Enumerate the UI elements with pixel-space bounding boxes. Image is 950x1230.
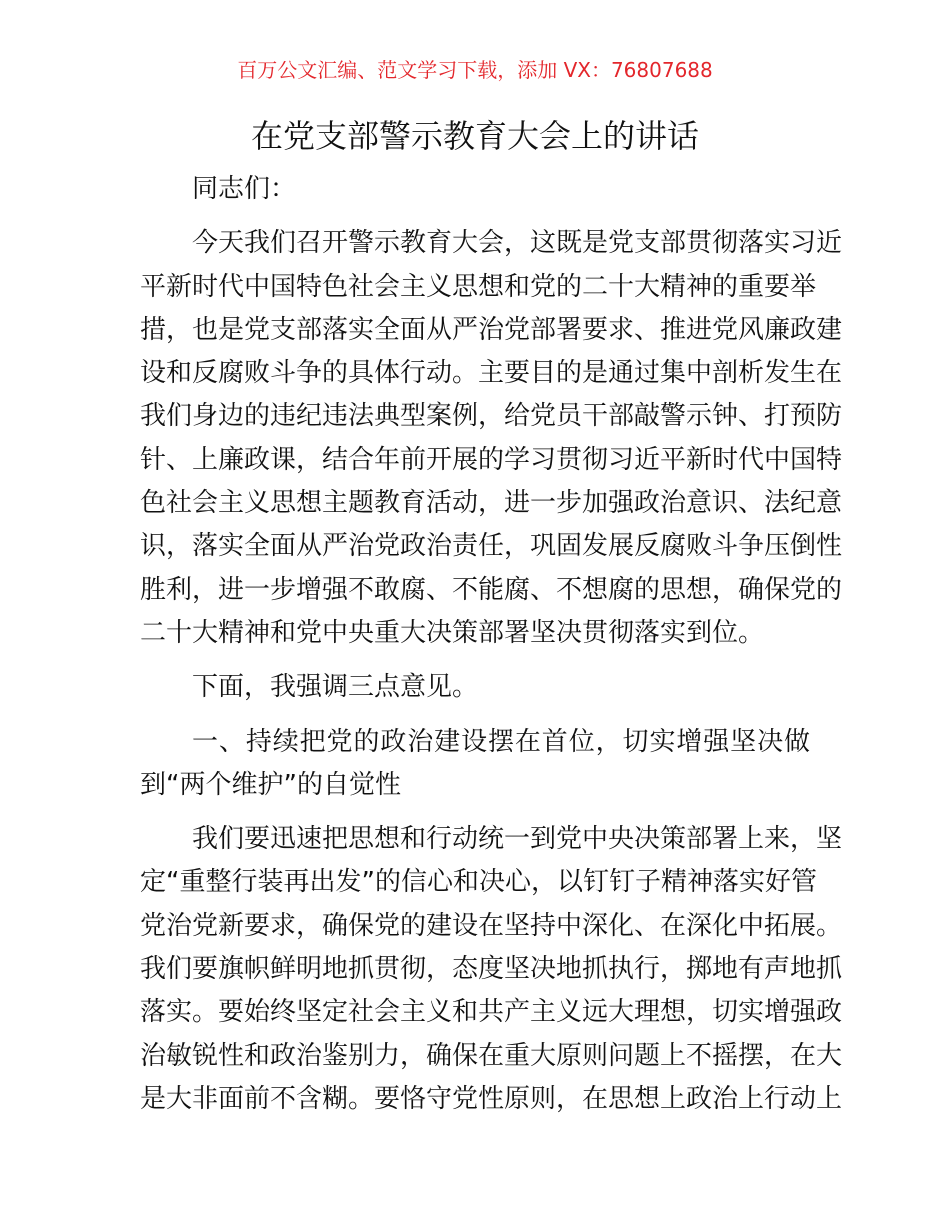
- text-line: 平新时代中国特色社会主义思想和党的二十大精神的重要举: [140, 271, 817, 302]
- text-line: 识，落实全面从严治党政治责任，巩固发展反腐败斗争压倒性: [140, 531, 843, 562]
- paragraph: [140, 721, 810, 808]
- text-line: 我们身边的违纪违法典型案例，给党员干部敲警示钟、打预防: [140, 401, 843, 432]
- text-line: 党治党新要求，确保党的建设在坚持中深化、在深化中拓展。: [140, 910, 843, 941]
- text-line: 我们要旗帜鲜明地抓贯彻，态度坚决地抓执行，掷地有声地抓: [140, 954, 843, 985]
- text-line: 落实。要始终坚定社会主义和共产主义远大理想，切实增强政: [140, 997, 843, 1028]
- text-line: 今天我们召开警示教育大会，这既是党支部贯彻落实习近: [192, 228, 843, 259]
- paragraph: [140, 222, 843, 655]
- text-line: 到“两个维护”的自觉性: [140, 769, 401, 800]
- paragraph: [140, 168, 810, 211]
- text-line: 我们要迅速把思想和行动统一到党中央决策部署上来，坚: [192, 824, 843, 855]
- document-body: [140, 168, 843, 1132]
- paragraph: [140, 666, 810, 709]
- text-line: 措，也是党支部落实全面从严治党部署要求、推进党风廉政建: [140, 314, 843, 345]
- text-line: 针、上廉政课，结合年前开展的学习贯彻习近平新时代中国特: [140, 444, 843, 475]
- text-line: 定“重整行装再出发”的信心和决心，以钉钉子精神落实好管: [140, 867, 817, 898]
- document-title: 在党支部警示教育大会上的讲话: [250, 117, 699, 155]
- text-line: 设和反腐败斗争的具体行动。主要目的是通过集中剖析发生在: [140, 358, 843, 389]
- text-line: 是大非面前不含糊。要恪守党性原则，在思想上政治上行动上: [140, 1083, 843, 1114]
- text-line: 治敏锐性和政治鉴别力，确保在重大原则问题上不摇摆，在大: [140, 1040, 843, 1071]
- text-line: 下面，我强调三点意见。: [192, 672, 479, 703]
- watermark-header: 百万公文汇编、范文学习下载，添加 VX：76807688: [237, 58, 713, 82]
- paragraph: [140, 818, 843, 1121]
- text-line: 一、持续把党的政治建设摆在首位，切实增强坚决做: [192, 726, 810, 757]
- text-line: 同志们：: [192, 174, 297, 204]
- text-line: 色社会主义思想主题教育活动，进一步加强政治意识、法纪意: [140, 488, 843, 519]
- text-line: 胜利，进一步增强不敢腐、不能腐、不想腐的思想，确保党的: [140, 574, 843, 605]
- text-line: 二十大精神和党中央重大决策部署坚决贯彻落实到位。: [140, 617, 765, 648]
